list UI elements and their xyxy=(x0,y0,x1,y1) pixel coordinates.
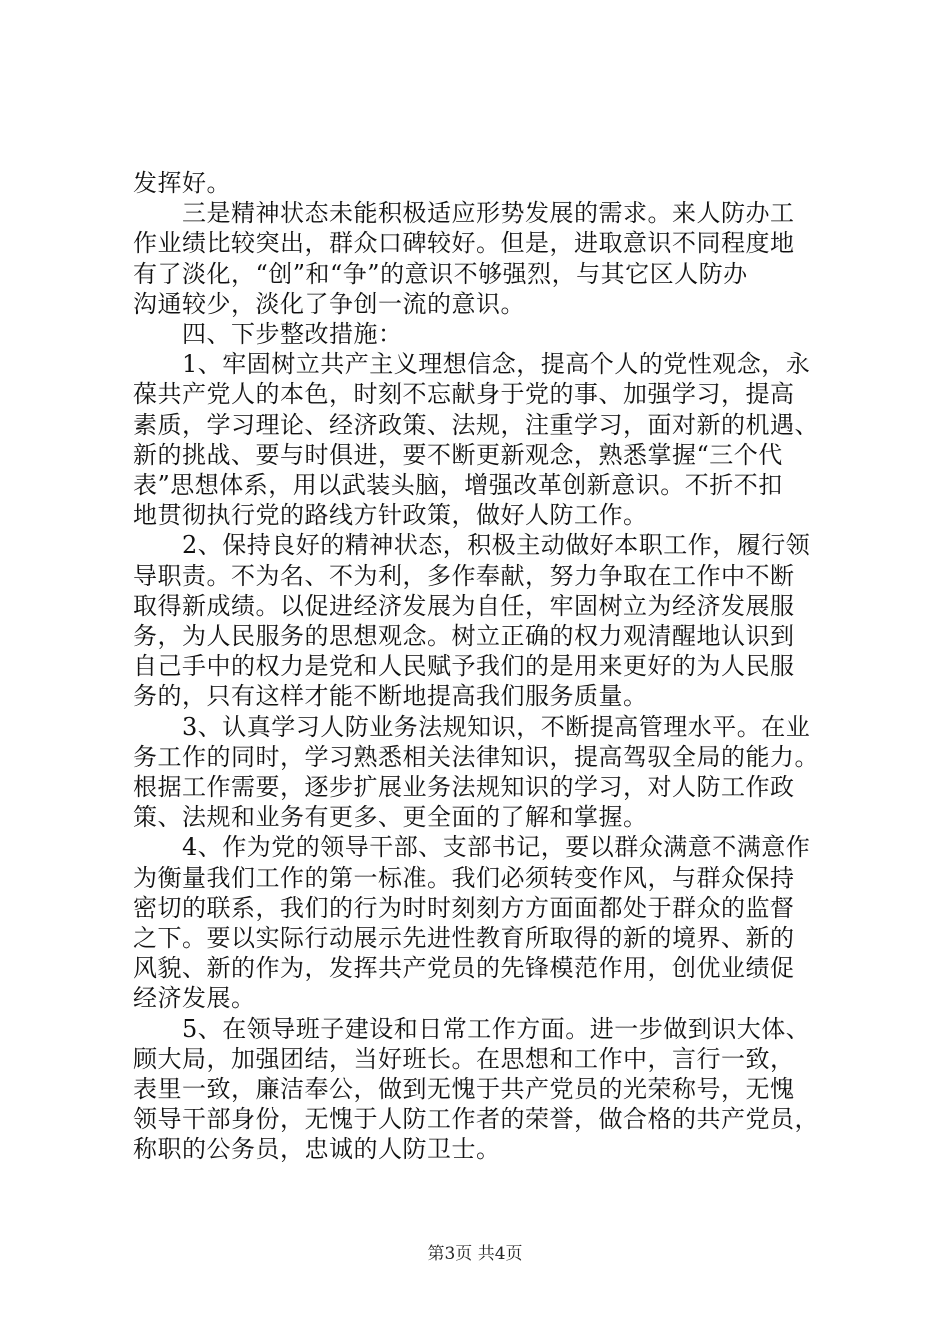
text-line: 顾大局，加强团结，当好班长。在思想和工作中，言行一致， xyxy=(133,1044,795,1073)
text-line: 3、认真学习人防业务法规知识，不断提高管理水平。在业 xyxy=(133,712,811,741)
text-line: 领导干部身份，无愧于人防工作者的荣誉，做合格的共产党员， xyxy=(133,1105,819,1134)
text-line: 发挥好。 xyxy=(133,169,231,197)
text-line: 之下。要以实际行动展示先进性教育所取得的新的境界、新的 xyxy=(133,924,795,952)
text-line: 有了淡化，“创”和“争”的意识不够强烈，与其它区人防办 xyxy=(133,259,748,288)
text-line: 风貌、新的作为，发挥共产党员的先锋模范作用，创优业绩促 xyxy=(133,954,795,983)
text-line: 根据工作需要，逐步扩展业务法规知识的学习，对人防工作政 xyxy=(133,773,795,801)
text-line: 地贯彻执行党的路线方针政策，做好人防工作。 xyxy=(133,501,648,530)
text-line: 务，为人民服务的思想观念。树立正确的权力观清醒地认识到 xyxy=(133,622,795,650)
page-footer: 第3页 共4页 xyxy=(427,1244,523,1264)
text-line: 三是精神状态未能积极适应形势发展的需求。来人防办工 xyxy=(133,199,795,228)
text-line: 葆共产党人的本色，时刻不忘献身于党的事、加强学习，提高 xyxy=(133,380,795,409)
text-line: 务工作的同时，学习熟悉相关法律知识，提高驾驭全局的能力。 xyxy=(133,742,819,771)
text-line: 2、保持良好的精神状态，积极主动做好本职工作，履行领 xyxy=(133,531,811,560)
text-line: 经济发展。 xyxy=(133,984,256,1013)
text-line: 务的，只有这样才能不断地提高我们服务质量。 xyxy=(133,682,648,711)
text-line: 表”思想体系，用以武装头脑，增强改革创新意识。不折不扣 xyxy=(133,471,783,499)
text-line: 新的挑战、要与时俱进，要不断更新观念，熟悉掌握“三个代 xyxy=(133,440,783,469)
text-line: 作业绩比较突出，群众口碑较好。但是，进取意识不同程度地 xyxy=(133,229,795,258)
text-line: 自己手中的权力是党和人民赋予我们的是用来更好的为人民服 xyxy=(133,652,795,681)
text-line: 表里一致，廉洁奉公，做到无愧于共产党员的光荣称号，无愧 xyxy=(133,1075,795,1103)
text-line: 取得新成绩。以促进经济发展为自任，牢固树立为经济发展服 xyxy=(133,591,795,620)
text-line: 称职的公务员，忠诚的人防卫士。 xyxy=(133,1135,501,1164)
text-line: 沟通较少，淡化了争创一流的意识。 xyxy=(133,289,525,318)
text-line: 导职责。不为名、不为利，多作奉献，努力争取在工作中不断 xyxy=(133,561,795,590)
text-line: 密切的联系，我们的行为时时刻刻方方面面都处于群众的监督 xyxy=(133,893,795,922)
text-line: 策、法规和业务有更多、更全面的了解和掌握。 xyxy=(133,803,648,832)
text-line: 为衡量我们工作的第一标准。我们必须转变作风，与群众保持 xyxy=(133,863,795,892)
text-line: 素质，学习理论、经济政策、法规，注重学习，面对新的机遇、 xyxy=(133,410,819,439)
text-line: 1、牢固树立共产主义理想信念，提高个人的党性观念，永 xyxy=(133,350,811,379)
text-line: 4、作为党的领导干部、支部书记，要以群众满意不满意作 xyxy=(133,833,811,862)
section-heading: 四、下步整改措施： xyxy=(133,320,403,348)
text-line: 5、在领导班子建设和日常工作方面。进一步做到识大体、 xyxy=(133,1014,811,1043)
